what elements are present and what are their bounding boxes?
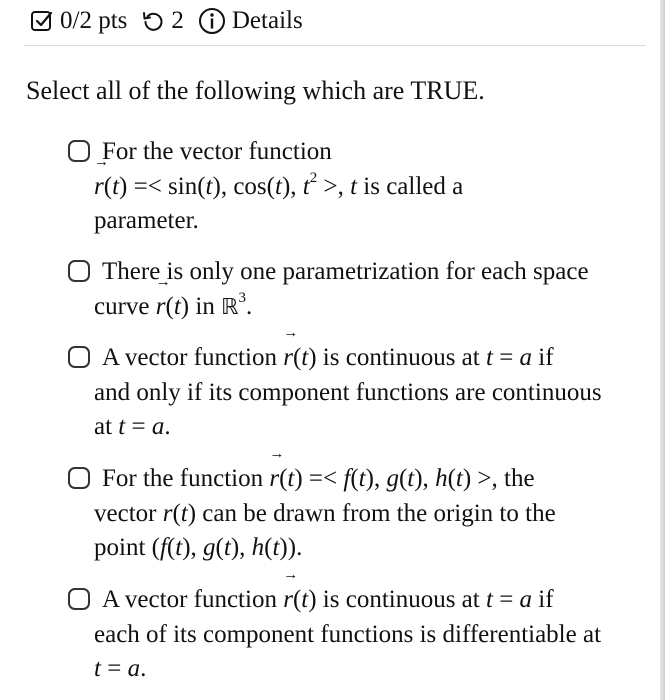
answer-option[interactable] <box>66 255 648 325</box>
attempts-count: 2 <box>171 7 184 34</box>
checkbox-check-icon <box>30 9 54 33</box>
question-prompt: Select all of the following which are TRUE. <box>26 76 485 105</box>
option-line: For the vector function <box>102 138 332 165</box>
option-line: A vector function → r(t) is continuous at t = a if <box>66 583 648 618</box>
option-text <box>66 135 648 239</box>
option-line: vector r(t) can be drawn from the origin to the <box>94 499 556 527</box>
header-divider <box>24 45 646 46</box>
option-checkbox[interactable] <box>68 346 90 368</box>
score-text: 0/2 pts <box>60 7 128 34</box>
answer-option[interactable] <box>66 341 648 445</box>
option-line: A vector function → r(t) is continuous at t = a if <box>66 341 648 376</box>
option-line: parameter. <box>94 207 199 234</box>
option-text <box>66 341 648 445</box>
option-line: and only if its component functions are continuous <box>94 378 602 406</box>
option-text <box>66 255 648 325</box>
option-line: t = a. <box>94 655 147 682</box>
option-line: For the function → r(t) =< f(t), g(t), h(t) >, the <box>66 462 648 497</box>
details-link[interactable]: Details <box>231 7 303 34</box>
answer-option[interactable] <box>66 135 648 239</box>
option-checkbox[interactable] <box>68 260 90 282</box>
answer-option[interactable] <box>66 583 648 687</box>
option-line: at t = a. <box>94 413 171 440</box>
option-checkbox[interactable] <box>68 588 90 610</box>
option-line: each of its component functions is differentiable at <box>94 620 602 648</box>
option-text <box>66 583 648 687</box>
option-checkbox[interactable] <box>68 467 90 489</box>
option-line: → r(t) =< sin(t), cos(t), $t^2$ >, t is called a <box>66 170 648 205</box>
option-text <box>66 462 648 566</box>
answer-option[interactable] <box>66 462 648 566</box>
question-header <box>30 4 303 38</box>
option-line: curve → r(t) in ℝ$^3$. <box>66 290 648 326</box>
info-icon[interactable] <box>198 7 226 35</box>
scrollbar-edge <box>660 0 665 700</box>
option-line: There is only one parametrization for each space <box>102 258 589 285</box>
retry-icon <box>141 9 165 33</box>
option-line: point (f(t), g(t), h(t)). <box>94 534 303 561</box>
option-checkbox[interactable] <box>68 140 90 162</box>
